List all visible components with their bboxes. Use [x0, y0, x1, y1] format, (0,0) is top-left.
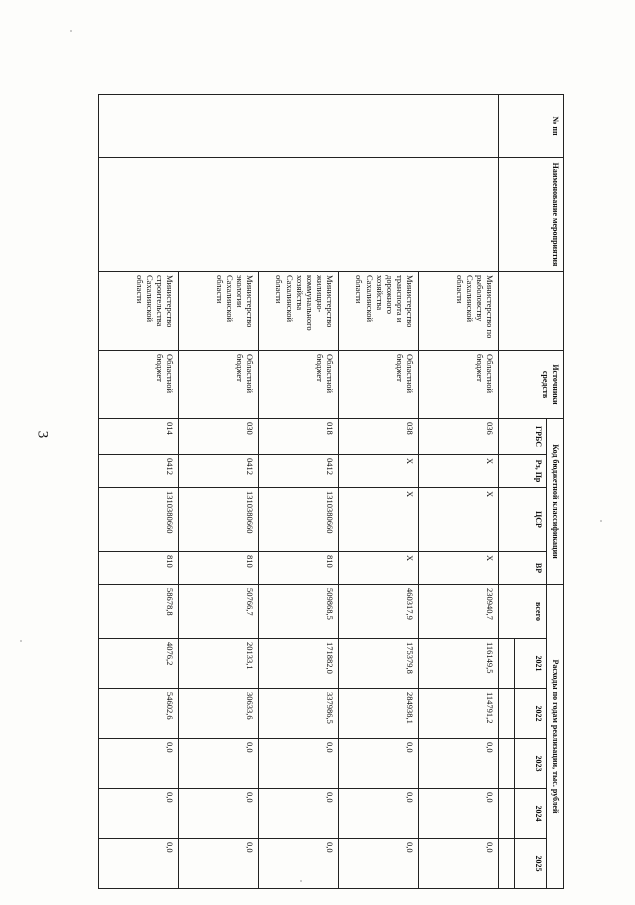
grbs-cell: 038 [339, 419, 419, 455]
page-number: 3 [34, 430, 51, 439]
y2021-cell: 20133,1 [179, 639, 259, 689]
csr-cell: 1310380660 [179, 488, 259, 552]
y2022-cell: 54602,6 [99, 689, 179, 739]
executor-cell: Министерство строительства Сахалинской области [99, 272, 179, 351]
header-total: всего [499, 585, 547, 639]
vr-cell: X [339, 552, 419, 585]
source-cell: Областной бюджет [339, 351, 419, 419]
table-row [419, 95, 499, 889]
header-2024-spacer [499, 789, 515, 839]
rzpr-cell: 0412 [259, 455, 339, 488]
header-2021-spacer [499, 639, 515, 689]
y2024-cell: 0,0 [99, 789, 179, 839]
header-2022: 2022 [515, 689, 547, 739]
y2022-cell: 30633,6 [179, 689, 259, 739]
grbs-cell: 018 [259, 419, 339, 455]
total-cell: 230940,7 [419, 585, 499, 639]
y2022-cell: 284938,1 [339, 689, 419, 739]
budget-table [98, 94, 564, 889]
executor-cell: Министерство жилищно-коммунального хозяйства Сахалинской области [259, 272, 339, 351]
rzpr-cell: 0412 [179, 455, 259, 488]
y2023-cell: 0,0 [99, 739, 179, 789]
header-budget-code: Код бюджетной классификации [547, 419, 564, 585]
executor-cell: Министерство транспорта и дорожного хозяйства Сахалинской области [339, 272, 419, 351]
executor-cell: Министерство экологии Сахалинской области [179, 272, 259, 351]
y2024-cell: 0,0 [419, 789, 499, 839]
header-grbs: ГРБС [499, 419, 547, 455]
total-cell: 58678,8 [99, 585, 179, 639]
y2022-cell: 337986,5 [259, 689, 339, 739]
header-executor [499, 272, 564, 351]
header-2023-spacer [499, 739, 515, 789]
y2021-cell: 4076,2 [99, 639, 179, 689]
csr-cell: 1310380660 [259, 488, 339, 552]
header-sources: Источники средств [499, 351, 564, 419]
total-cell: 460317,9 [339, 585, 419, 639]
vr-cell: 810 [179, 552, 259, 585]
y2024-cell: 0,0 [259, 789, 339, 839]
source-cell: Областной бюджет [99, 351, 179, 419]
header-2025: 2025 [515, 839, 547, 889]
y2024-cell: 0,0 [179, 789, 259, 839]
y2025-cell: 0,0 [339, 839, 419, 889]
y2025-cell: 0,0 [99, 839, 179, 889]
y2025-cell: 0,0 [259, 839, 339, 889]
scan-speck [20, 640, 22, 642]
csr-cell: X [339, 488, 419, 552]
y2025-cell: 0,0 [179, 839, 259, 889]
source-cell: Областной бюджет [419, 351, 499, 419]
y2022-cell: 114791,2 [419, 689, 499, 739]
header-vr: ВР [499, 552, 547, 585]
header-2022-spacer [499, 689, 515, 739]
csr-cell: X [419, 488, 499, 552]
header-2021: 2021 [515, 639, 547, 689]
header-2023: 2023 [515, 739, 547, 789]
header-2024: 2024 [515, 789, 547, 839]
rzpr-cell: X [419, 455, 499, 488]
source-cell: Областной бюджет [179, 351, 259, 419]
scan-speck [600, 520, 602, 522]
vr-cell: 810 [259, 552, 339, 585]
grbs-cell: 014 [99, 419, 179, 455]
rzpr-cell: 0412 [99, 455, 179, 488]
rzpr-cell: X [339, 455, 419, 488]
y2023-cell: 0,0 [179, 739, 259, 789]
vr-cell: 810 [99, 552, 179, 585]
y2021-cell: 171882,0 [259, 639, 339, 689]
y2021-cell: 175379,8 [339, 639, 419, 689]
source-cell: Областной бюджет [259, 351, 339, 419]
header-name: Наименование мероприятия [499, 158, 564, 272]
scan-speck [70, 30, 72, 32]
y2023-cell: 0,0 [419, 739, 499, 789]
header-num: № пп [499, 95, 564, 158]
scan-speck [300, 880, 302, 882]
y2024-cell: 0,0 [339, 789, 419, 839]
name-cell [99, 158, 499, 272]
header-expenses: Расходы по годам реализации, тыс. рублей [547, 585, 564, 889]
y2025-cell: 0,0 [419, 839, 499, 889]
header-rzpr: Рз, Пр [499, 455, 547, 488]
executor-cell: Министерство по рыболовству Сахалинской области [419, 272, 499, 351]
vr-cell: X [419, 552, 499, 585]
header-2025-spacer [499, 839, 515, 889]
total-cell: 50766,7 [179, 585, 259, 639]
grbs-cell: 036 [419, 419, 499, 455]
y2023-cell: 0,0 [339, 739, 419, 789]
num-cell [99, 95, 499, 158]
total-cell: 509868,5 [259, 585, 339, 639]
grbs-cell: 030 [179, 419, 259, 455]
csr-cell: 1310380660 [99, 488, 179, 552]
y2021-cell: 116149,5 [419, 639, 499, 689]
header-csr: ЦСР [499, 488, 547, 552]
y2023-cell: 0,0 [259, 739, 339, 789]
